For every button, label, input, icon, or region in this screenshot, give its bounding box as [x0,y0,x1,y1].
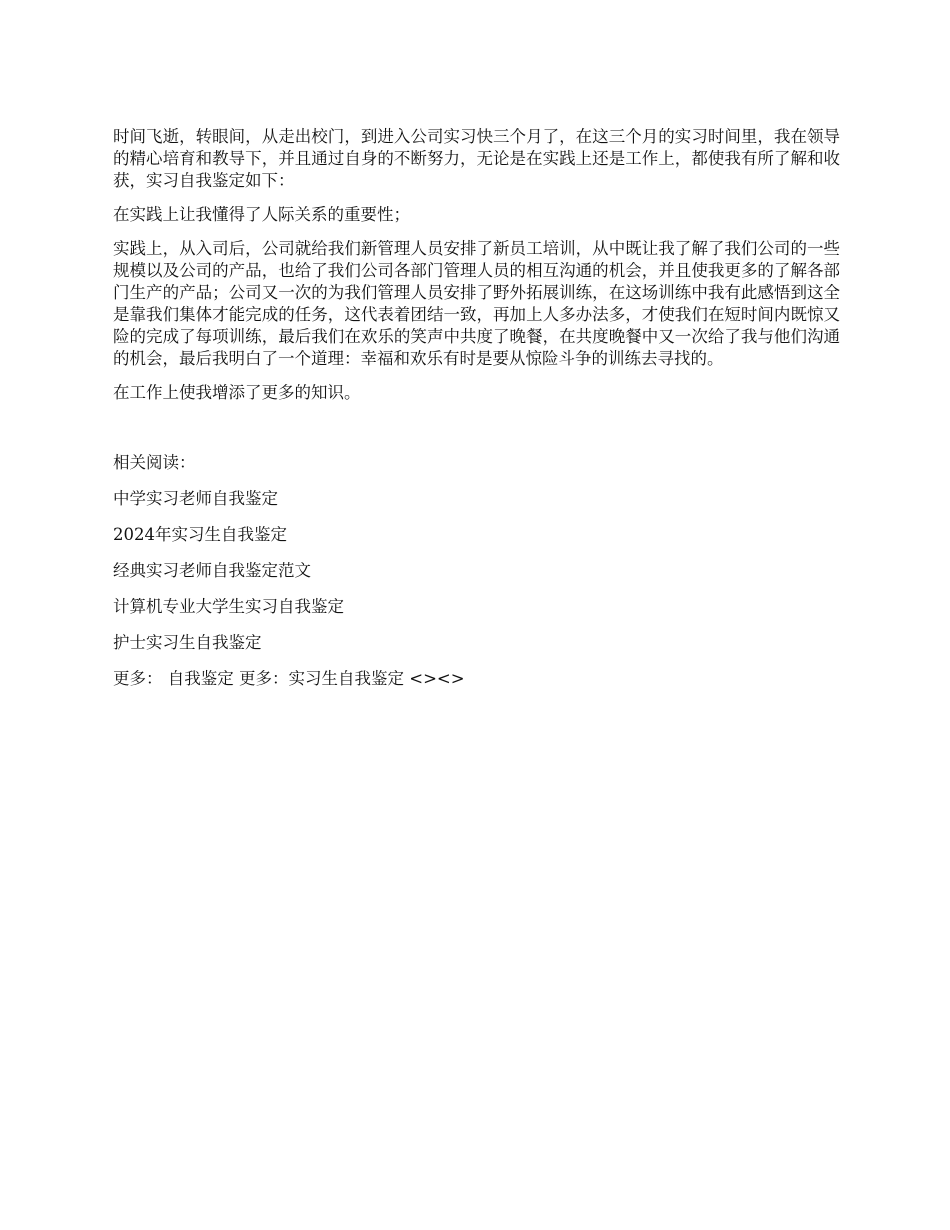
more-label-1: 更多： [113,669,163,688]
more-link-intern-self-assessment[interactable]: 实习生自我鉴定 [288,669,404,688]
list-item [113,632,840,654]
list-item [113,524,840,546]
article-paragraph-subheading-practice: 在实践上让我懂得了人际关系的重要性； [113,205,410,224]
related-link-2[interactable]: 2024年实习生自我鉴定 [113,525,287,544]
more-links-line [113,668,840,690]
list-item [113,560,840,582]
related-link-1[interactable]: 中学实习老师自我鉴定 [113,489,278,508]
related-link-5[interactable]: 护士实习生自我鉴定 [113,633,262,652]
section-spacer [113,416,840,452]
list-item [113,488,840,510]
more-label-2: 更多： [239,669,289,688]
article-paragraph-practice: 实践上，从入司后，公司就给我们新管理人员安排了新员工培训，从中既让我了解了我们公司的一些规模以及公司的产品，也给了我们公司各部门管理人员的相互沟通的机会，并且使我更多的了解各部门生产的产品；公司又一次的为我们管理人员安排了野外拓展训练，在这场训练中我有此感悟到这全是靠我们集体才能完成的任务，这代表着团结一致，再加上人多办法多，才使我们在短时间内既惊又险的完成了每项训练，最后我们在欢乐的笑声中共度了晚餐，在共度晚餐中又一次给了我与他们沟通的机会，最后我明白了一个道理：幸福和欢乐有时是要从惊险斗争的训练去寻找的。 [113,239,840,368]
related-link-3[interactable]: 经典实习老师自我鉴定范文 [113,561,311,580]
related-reading-section [113,452,840,690]
more-link-self-assessment[interactable]: 自我鉴定 [167,669,234,688]
list-item [113,596,840,618]
article-paragraph-intro: 时间飞逝，转眼间，从走出校门，到进入公司实习快三个月了，在这三个月的实习时间里，我在领导的精心培育和教导下，并且通过自身的不断努力，无论是在实践上还是工作上，都使我有所了解和收获，实习自我鉴定如下： [113,127,840,190]
article-paragraph-subheading-work: 在工作上使我增添了更多的知识。 [113,383,361,402]
article-body [113,126,840,404]
related-reading-heading: 相关阅读： [113,453,196,472]
more-trailing-text: <><> [409,669,465,688]
related-reading-list [113,488,840,654]
related-link-4[interactable]: 计算机专业大学生实习自我鉴定 [113,597,344,616]
